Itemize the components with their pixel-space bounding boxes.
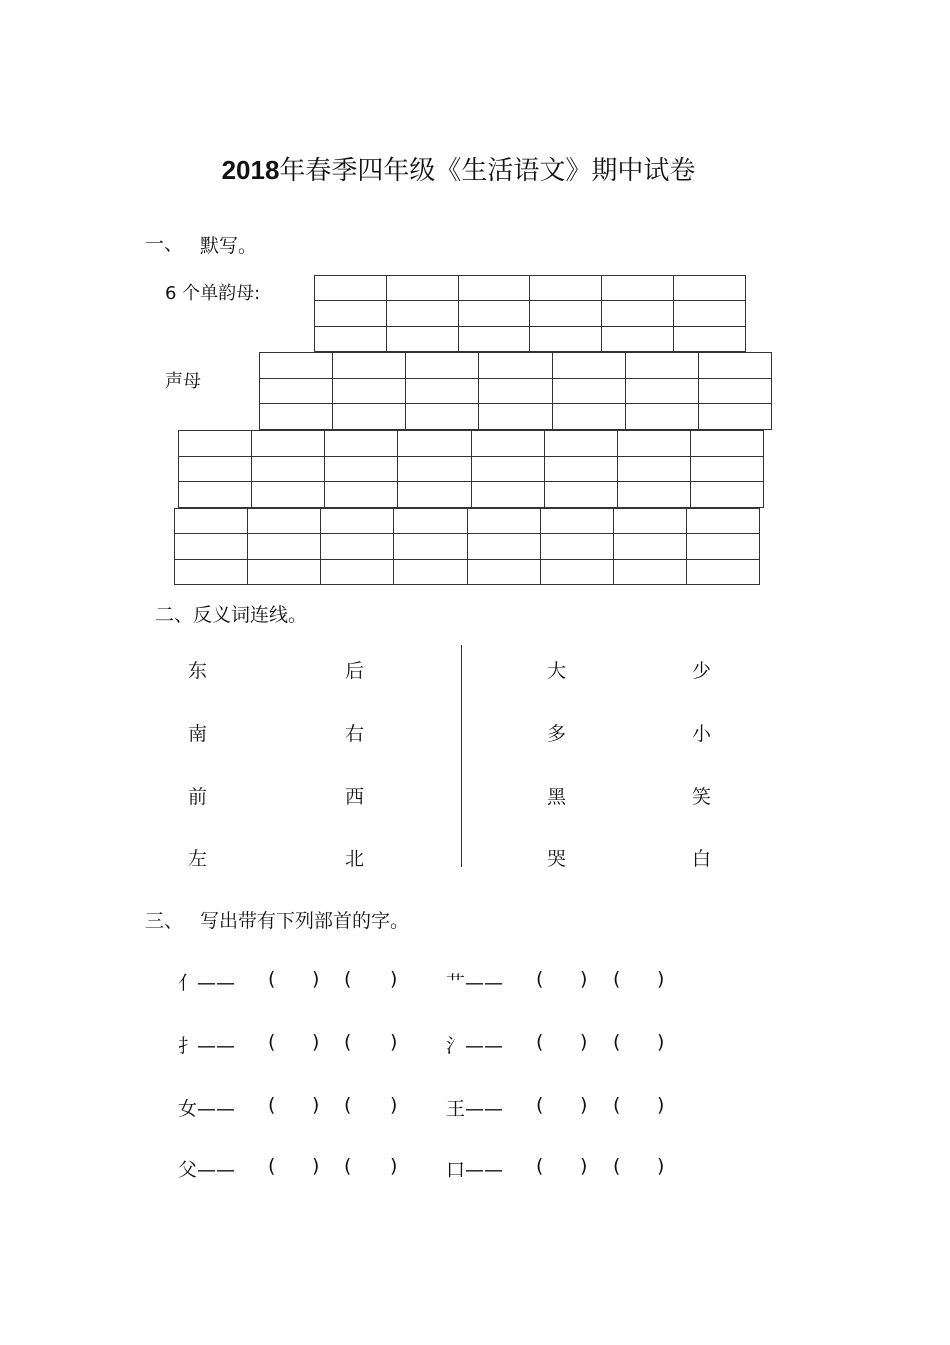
answer-close-paren: )	[390, 1155, 398, 1177]
initials-writing-grid-2[interactable]	[178, 430, 764, 508]
word-mid-2: 右	[345, 723, 365, 745]
answer-open-paren: (	[344, 968, 352, 990]
answer-close-paren: )	[657, 1031, 665, 1053]
answer-open-paren: (	[344, 1155, 352, 1177]
vowels-writing-grid[interactable]	[314, 275, 746, 352]
answer-close-paren: )	[580, 968, 588, 990]
column-divider	[461, 645, 462, 867]
answer-close-paren: )	[580, 1155, 588, 1177]
answer-close-paren: )	[657, 1155, 665, 1177]
answer-close-paren: )	[390, 1031, 398, 1053]
word-right-b-4: 白	[692, 848, 712, 870]
radical-prompt-left-1: 亻——	[178, 972, 236, 994]
page-title	[0, 150, 917, 187]
answer-close-paren: )	[312, 1155, 320, 1177]
word-mid-4: 北	[345, 848, 365, 870]
answer-open-paren: (	[536, 1155, 544, 1177]
answer-open-paren: (	[268, 1031, 276, 1053]
word-right-b-2: 小	[692, 723, 712, 745]
answer-open-paren: (	[536, 968, 544, 990]
radical-prompt-right-2: 氵——	[446, 1035, 504, 1057]
answer-open-paren: (	[613, 1031, 621, 1053]
answer-open-paren: (	[613, 968, 621, 990]
section1-heading: 默写。	[200, 235, 258, 257]
word-mid-1: 后	[345, 660, 365, 682]
word-right-b-1: 少	[692, 660, 712, 682]
answer-open-paren: (	[344, 1031, 352, 1053]
answer-close-paren: )	[312, 968, 320, 990]
word-right-a-2: 多	[547, 723, 567, 745]
title-text: 年春季四年级《生活语文》期中试卷	[279, 156, 696, 186]
section1-number: 一、	[145, 233, 184, 255]
radical-prompt-left-3: 女——	[178, 1098, 236, 1120]
radical-prompt-right-4: 口——	[446, 1159, 504, 1181]
word-left-1: 东	[188, 660, 208, 682]
answer-close-paren: )	[312, 1031, 320, 1053]
word-left-3: 前	[188, 786, 208, 808]
radical-prompt-right-3: 王——	[446, 1098, 504, 1120]
word-right-a-1: 大	[547, 660, 567, 682]
initials-writing-grid-3[interactable]	[174, 508, 760, 585]
answer-open-paren: (	[536, 1094, 544, 1116]
answer-close-paren: )	[580, 1094, 588, 1116]
answer-open-paren: (	[613, 1094, 621, 1116]
word-right-a-3: 黑	[547, 786, 567, 808]
answer-close-paren: )	[390, 968, 398, 990]
answer-close-paren: )	[580, 1031, 588, 1053]
answer-open-paren: (	[268, 1094, 276, 1116]
answer-open-paren: (	[268, 1155, 276, 1177]
word-right-a-4: 哭	[547, 848, 567, 870]
initials-writing-grid-1[interactable]	[259, 352, 772, 430]
answer-close-paren: )	[390, 1094, 398, 1116]
answer-open-paren: (	[344, 1094, 352, 1116]
section3-heading: 写出带有下列部首的字。	[200, 910, 410, 932]
answer-open-paren: (	[613, 1155, 621, 1177]
answer-open-paren: (	[536, 1031, 544, 1053]
vowels-label: 6 个单韵母:	[165, 283, 261, 304]
word-left-4: 左	[188, 848, 208, 870]
answer-open-paren: (	[268, 968, 276, 990]
word-left-2: 南	[188, 723, 208, 745]
title-year: 2018	[221, 155, 280, 185]
section3-number: 三、	[145, 910, 184, 932]
word-mid-3: 西	[345, 786, 365, 808]
initials-label: 声母	[165, 371, 201, 392]
answer-close-paren: )	[657, 968, 665, 990]
radical-prompt-left-2: 扌——	[178, 1035, 236, 1057]
word-right-b-3: 笑	[692, 786, 712, 808]
answer-close-paren: )	[312, 1094, 320, 1116]
radical-prompt-left-4: 父——	[178, 1159, 236, 1181]
answer-close-paren: )	[657, 1094, 665, 1116]
section2-heading: 二、反义词连线。	[155, 604, 308, 626]
radical-prompt-right-1: 艹——	[446, 972, 504, 994]
